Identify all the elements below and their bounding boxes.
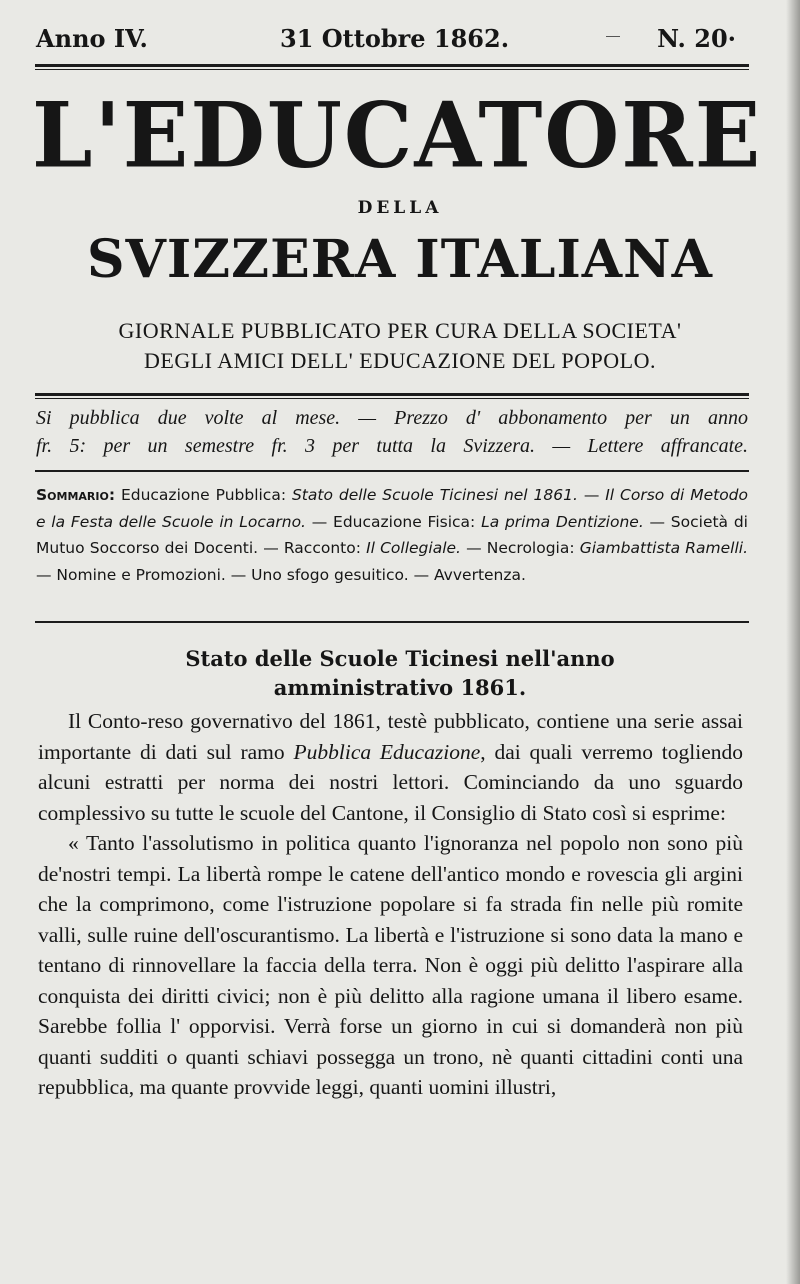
summary-text: Educazione Pubblica: xyxy=(115,486,292,504)
subscription-line-1: Si pubblica due volte al mese. — Prezzo d' abbonamento per un anno xyxy=(36,407,748,429)
subscription-notice xyxy=(36,404,748,460)
issue-number: N. 20· xyxy=(657,24,736,53)
summary-item: Giambattista Ramelli. xyxy=(579,539,748,557)
summary-text: — xyxy=(577,486,606,504)
rule-under-summary xyxy=(35,621,749,623)
headline-line-1: Stato delle Scuole Ticinesi nell'anno xyxy=(185,646,615,671)
issue-date: 31 Ottobre 1862. xyxy=(280,24,510,53)
summary-text: — Educazione Fisica: xyxy=(305,512,482,531)
paragraph-emphasis: Pubblica Educazione xyxy=(293,739,481,764)
subscription-line-2: fr. 5: per un semestre fr. 3 per tutta la Svizzera. — Lettere affrancate. xyxy=(36,435,748,457)
issue-header xyxy=(36,24,736,58)
paragraph-text: Il Conto-reso governativo del 1861, testè pubblicato, contiene una serie assai importante di dati sul ramo xyxy=(38,709,743,764)
summary-item: Il Collegiale. xyxy=(366,539,461,557)
volume-label: Anno IV. xyxy=(36,24,148,53)
rule-under-masthead-thin xyxy=(35,398,749,399)
top-rule xyxy=(35,64,749,67)
summary-label: Sommario: xyxy=(36,486,116,504)
article-headline xyxy=(0,644,800,702)
summary-item: Il Corso di Metodo e la Festa delle Scuole in Locarno. xyxy=(36,486,749,531)
tagline-line-1: GIORNALE PUBBLICATO PER CURA DELLA SOCIETA' xyxy=(118,318,682,343)
summary-text: — Necrologia: xyxy=(460,539,580,557)
masthead-della: DELLA xyxy=(357,198,443,218)
table-of-contents xyxy=(36,482,748,588)
summary-text: — Società di Mutuo Soccorso dei Docenti. — Racconto: xyxy=(36,512,748,557)
summary-item: La prima Dentizione. xyxy=(481,512,644,531)
article-body xyxy=(38,706,743,1103)
masthead-subtitle: SVIZZERA ITALIANA xyxy=(86,229,714,290)
headline-line-2: amministrativo 1861. xyxy=(273,675,527,700)
rule-under-masthead xyxy=(35,393,749,396)
article-paragraph xyxy=(38,706,743,828)
tagline-line-2: DEGLI AMICI DELL' EDUCAZIONE DEL POPOLO. xyxy=(144,348,656,373)
page-edge-shadow xyxy=(786,0,800,1284)
print-mark xyxy=(606,36,620,37)
rule-under-subscription xyxy=(35,470,749,472)
top-rule-thin xyxy=(35,69,749,70)
article-quote: « Tanto l'assolutismo in politica quanto l'ignoranza nel popolo non sono più de'nostri tempi. La libertà rompe le catene dell'antico mondo e rovescia gli argini che la comprimono, come l'istruzione popolare si fa strada fin nelle più romite valli, sulle ruine dell'oscurantismo. La libertà e l'istruzione si sono data la mano e tentano di rinnovellare la faccia della terra. Non è oggi più delitto l'aspirare alla conquista dei diritti civici; non è più delitto alla ragione umana il libero esame. Sarebbe follia l' opporvisi. Verrà forse un giorno in cui si domanderà non più quanti sudditi o quanti schiavi possegga un trono, nè quanti cittadini conti una repubblica, ma quante provvide leggi, quanti uomini illustri, xyxy=(38,831,743,1099)
summary-text: — Nomine e Promozioni. — Uno sfogo gesuitico. — Avvertenza. xyxy=(36,565,526,584)
masthead-title: L'EDUCATORE xyxy=(32,82,763,189)
summary-item: Stato delle Scuole Ticinesi nel 1861. xyxy=(291,486,578,504)
paragraph-text: , dai quali verremo togliendo alcuni estratti per norma dei nostri lettori. Cominciando da uno sguardo complessivo su tutte le scuole del Cantone, il Consiglio di Stato così si esprime: xyxy=(38,739,744,825)
